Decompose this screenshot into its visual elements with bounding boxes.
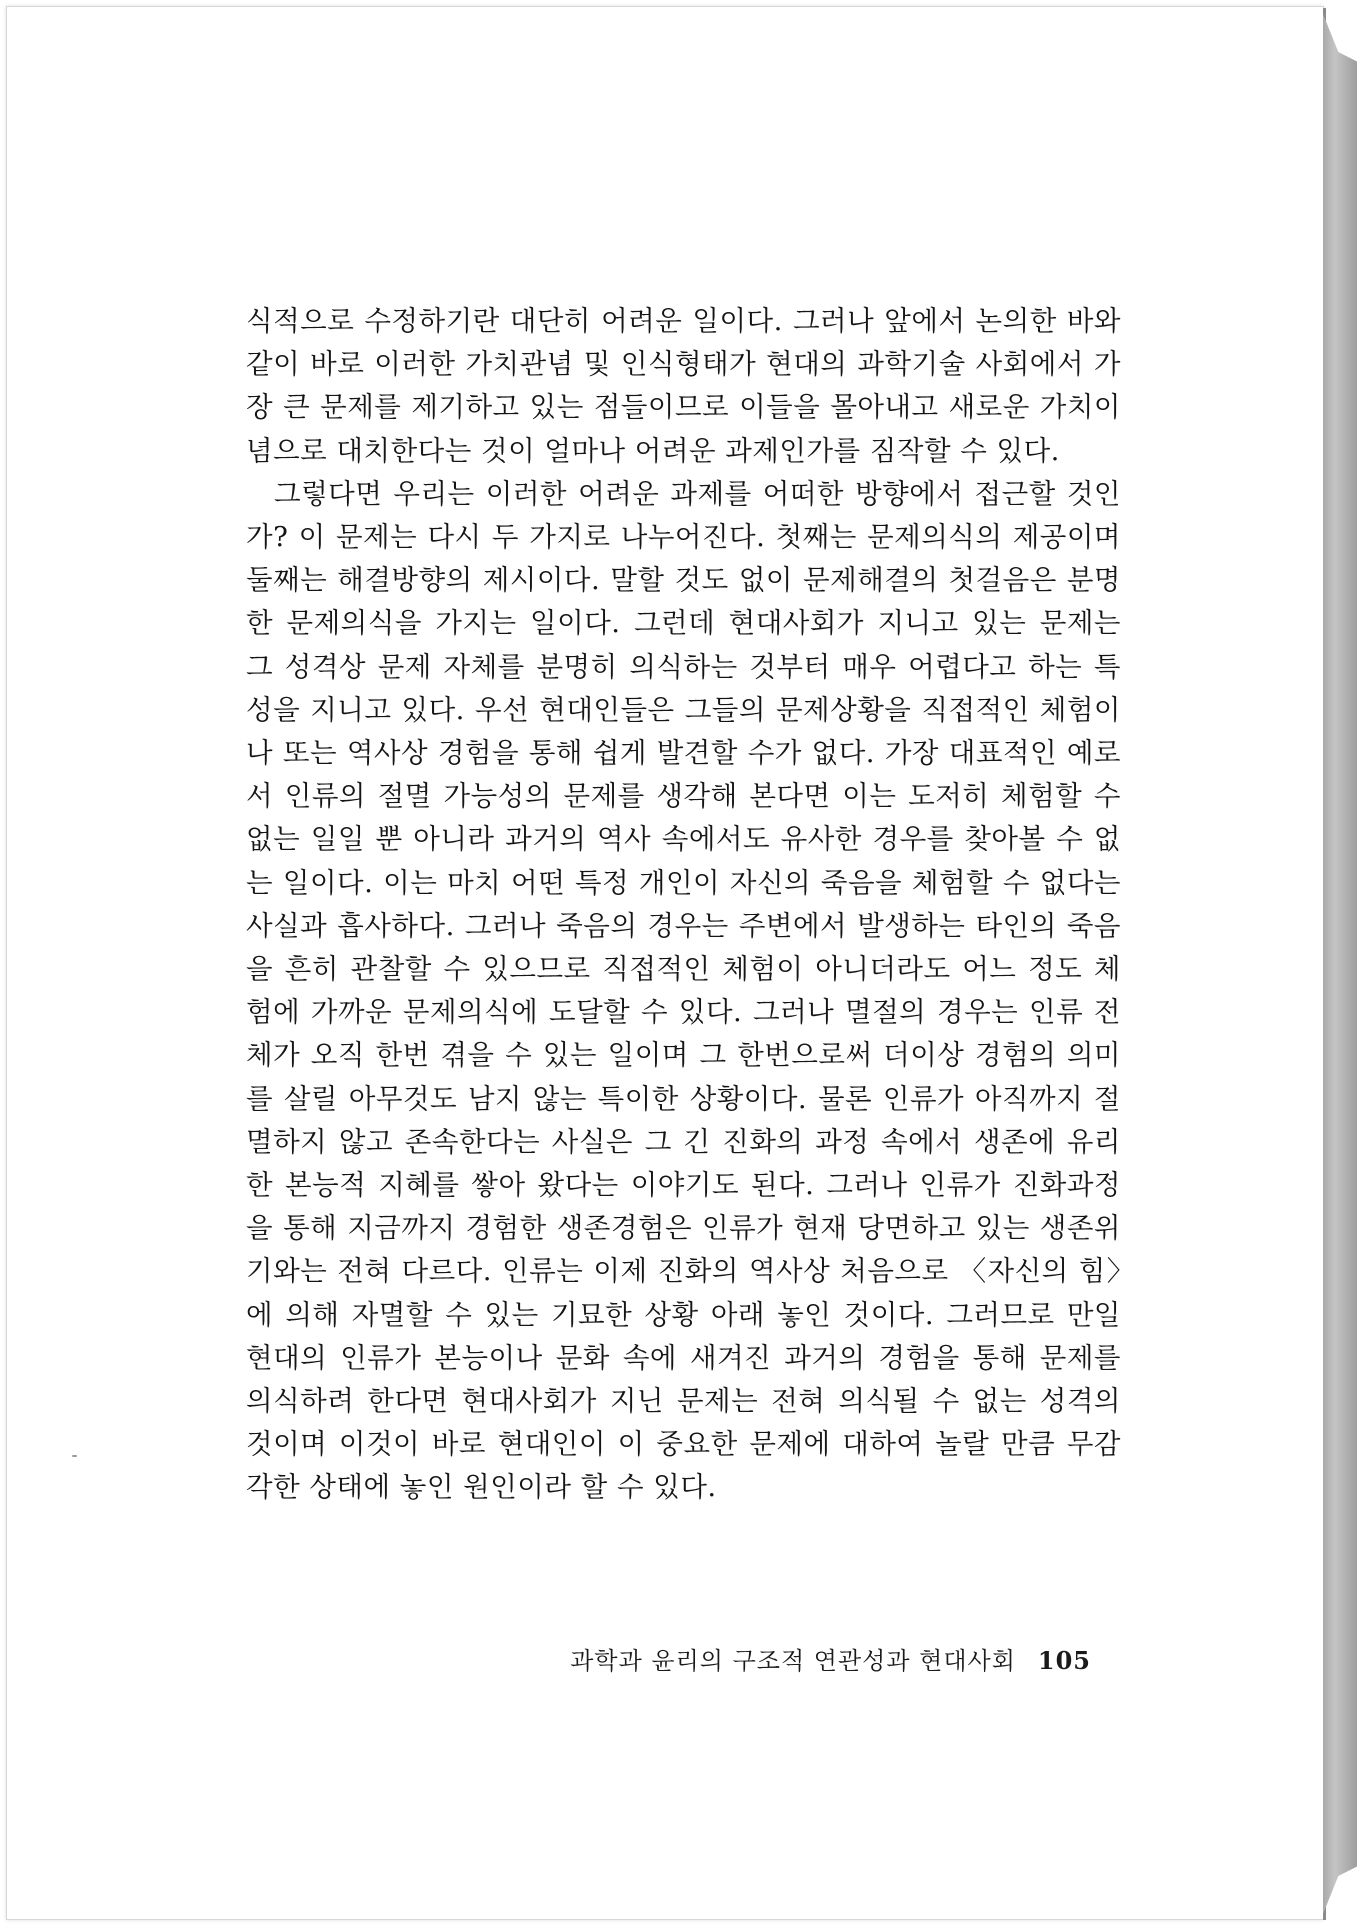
book-page-edges — [1323, 14, 1357, 1914]
paragraph-main: 그렇다면 우리는 이러한 어려운 과제를 어떠한 방향에서 접근할 것인가? 이 문제는 다시 두 가지로 나누어진다. 첫째는 문제의식의 제공이며 둘째는 해결방향의 제시이다. 말할 것도 없이 문제해결의 첫걸음은 분명한 문제의식을 가지는 일이다. 그런데 현대사회가 지니고 있는 문제는 그 성격상 문제 자체를 분명히 의식하는 것부터 매우 어렵다고 하는 특성을 지니고 있다. 우선 현대인들은 그들의 문제상황을 직접적인 체험이나 또는 역사상 경험을 통해 쉽게 발견할 수가 없다. 가장 대표적인 예로서 인류의 절멸 가능성의 문제를 생각해 본다면 이는 도저히 체험할 수 없는 일일 뿐 아니라 과거의 역사 속에서도 유사한 경우를 찾아볼 수 없는 일이다. 이는 마치 어떤 특정 개인이 자신의 죽음을 체험할 수 없다는 사실과 흡사하다. 그러나 죽음의 경우는 주변에서 발생하는 타인의 죽음을 흔히 관찰할 수 있으므로 직접적인 체험이 아니더라도 어느 정도 체험에 가까운 문제의식에 도달할 수 있다. 그러나 멸절의 경우는 인류 전체가 오직 한번 겪을 수 있는 일이며 그 한번으로써 더이상 경험의 의미를 살릴 아무것도 남지 않는 특이한 상황이다. 물론 인류가 아직까지 절멸하지 않고 존속한다는 사실은 그 긴 진화의 과정 속에서 생존에 유리한 본능적 지혜를 쌓아 왔다는 이야기도 된다. 그러나 인류가 진화과정을 통해 지금까지 경험한 생존경험은 인류가 현재 당면하고 있는 생존위기와는 전혀 다르다. 인류는 이제 진화의 역사상 처음으로 〈자신의 힘〉에 의해 자멸할 수 있는 기묘한 상황 아래 놓인 것이다. 그러므로 만일 현대의 인류가 본능이나 문화 속에 새겨진 과거의 경험을 통해 문제를 의식하려 한다면 현대사회가 지닌 문제는 전혀 의식될 수 없는 성격의 것이며 이것이 바로 현대인이 이 중요한 문제에 대하여 놀랄 만큼 무감각한 상태에 놓인 원인이라 할 수 있다. — [246, 477, 1121, 1504]
running-title: 과학과 윤리의 구조적 연관성과 현대사회 — [570, 1647, 1016, 1675]
paragraph-continued: 식적으로 수정하기란 대단히 어려운 일이다. 그러나 앞에서 논의한 바와 같이 바로 이러한 가치관념 및 인식형태가 현대의 과학기술 사회에서 가장 큰 문제를 제기하고 있는 점들이므로 이들을 몰아내고 새로운 가치이념으로 대치한다는 것이 얼마나 어려운 과제인가를 짐작할 수 있다. — [246, 305, 1121, 467]
body-text — [246, 300, 1121, 1510]
scan-speck — [72, 1455, 77, 1457]
page-number: 105 — [1037, 1646, 1091, 1675]
running-footer — [556, 1641, 1091, 1676]
